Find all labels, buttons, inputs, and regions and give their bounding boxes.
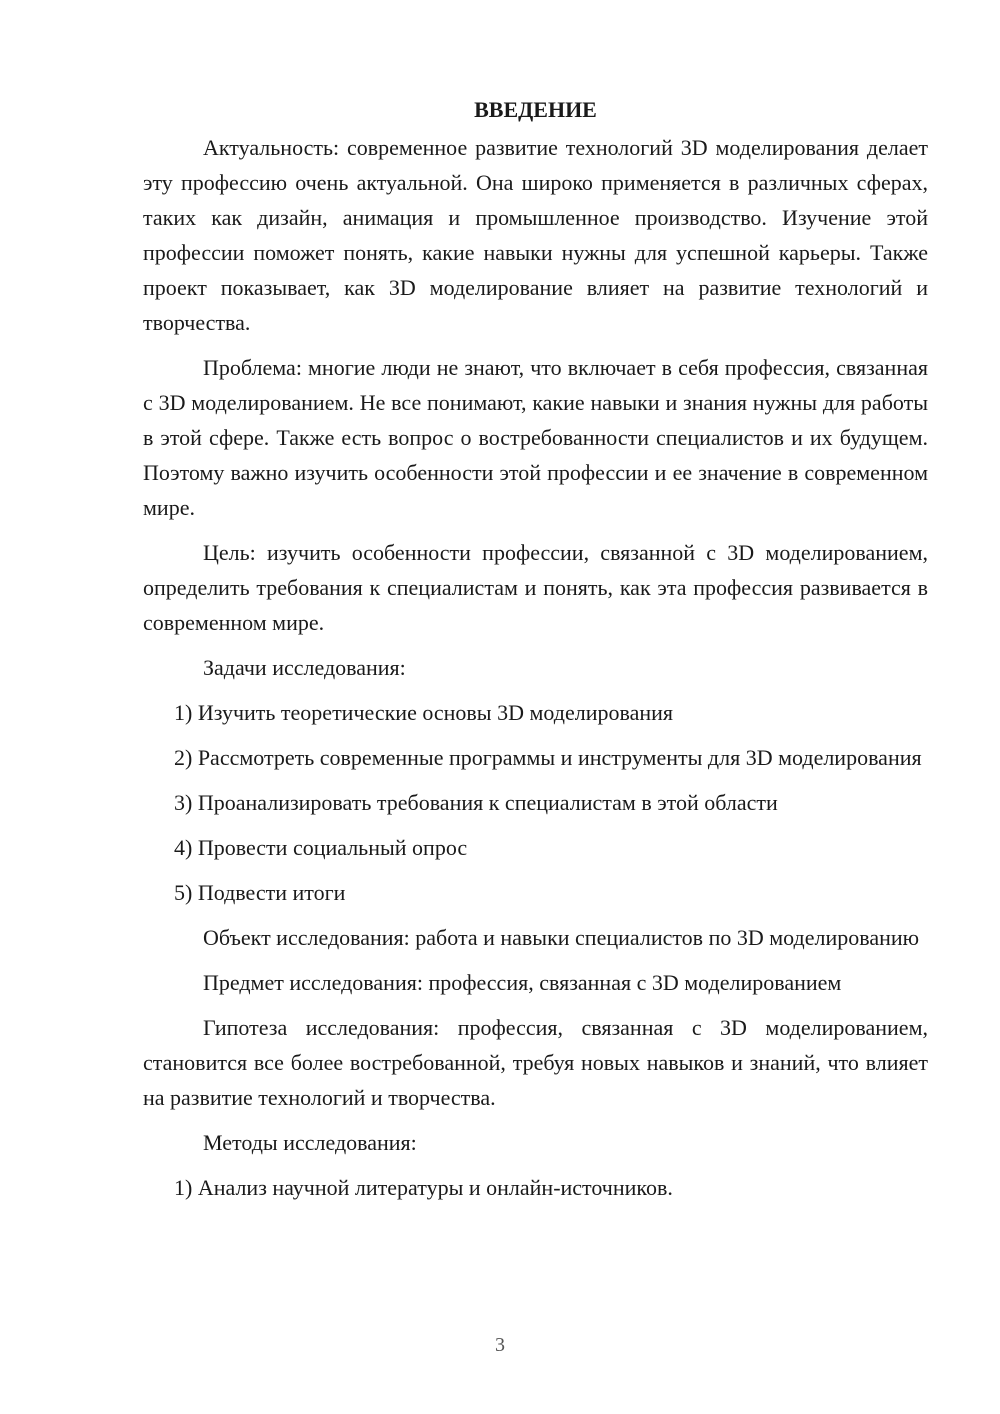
paragraph-goal: Цель: изучить особенности профессии, связанной с 3D моделированием, определить требования к специалистам и понять, как эта профессия развивается в современном мире. bbox=[143, 540, 928, 635]
page-number: 3 bbox=[495, 1334, 505, 1356]
paragraph-relevance: Актуальность: современное развитие технологий 3D моделирования делает эту профессию очень актуальной. Она широко применяется в различных сферах, таких как дизайн, анимация и промышленное производство. Изучение этой профессии поможет понять, какие навыки нужны для успешной карьеры. Также проект показывает, как 3D моделирование влияет на развитие технологий и творчества. bbox=[143, 135, 928, 335]
paragraph-hypothesis: Гипотеза исследования: профессия, связанная с 3D моделированием, становится все более востребованной, требуя новых навыков и знаний, что влияет на развитие технологий и творчества. bbox=[143, 1015, 928, 1110]
method-item-1: 1) Анализ научной литературы и онлайн-источников. bbox=[174, 1175, 673, 1200]
page-title: ВВЕДЕНИЕ bbox=[474, 97, 597, 122]
paragraph-subject: Предмет исследования: профессия, связанная с 3D моделированием bbox=[203, 970, 842, 995]
tasks-heading: Задачи исследования: bbox=[203, 655, 406, 680]
paragraph-object: Объект исследования: работа и навыки специалистов по 3D моделированию bbox=[203, 925, 920, 950]
task-item-2: 2) Рассмотреть современные программы и инструменты для 3D моделирования bbox=[174, 745, 922, 770]
task-item-4: 4) Провести социальный опрос bbox=[174, 835, 468, 860]
document-page bbox=[143, 92, 928, 1215]
paragraph-problem: Проблема: многие люди не знают, что включает в себя профессия, связанная с 3D моделированием. Не все понимают, какие навыки и знания нужны для работы в этой сфере. Также есть вопрос о востребованности специалистов и их будущем. Поэтому важно изучить особенности этой профессии и ее значение в современном мире. bbox=[143, 355, 928, 520]
task-item-3: 3) Проанализировать требования к специалистам в этой области bbox=[174, 790, 778, 815]
task-item-5: 5) Подвести итоги bbox=[174, 880, 346, 905]
task-item-1: 1) Изучить теоретические основы 3D моделирования bbox=[174, 700, 673, 725]
methods-heading: Методы исследования: bbox=[203, 1130, 417, 1155]
